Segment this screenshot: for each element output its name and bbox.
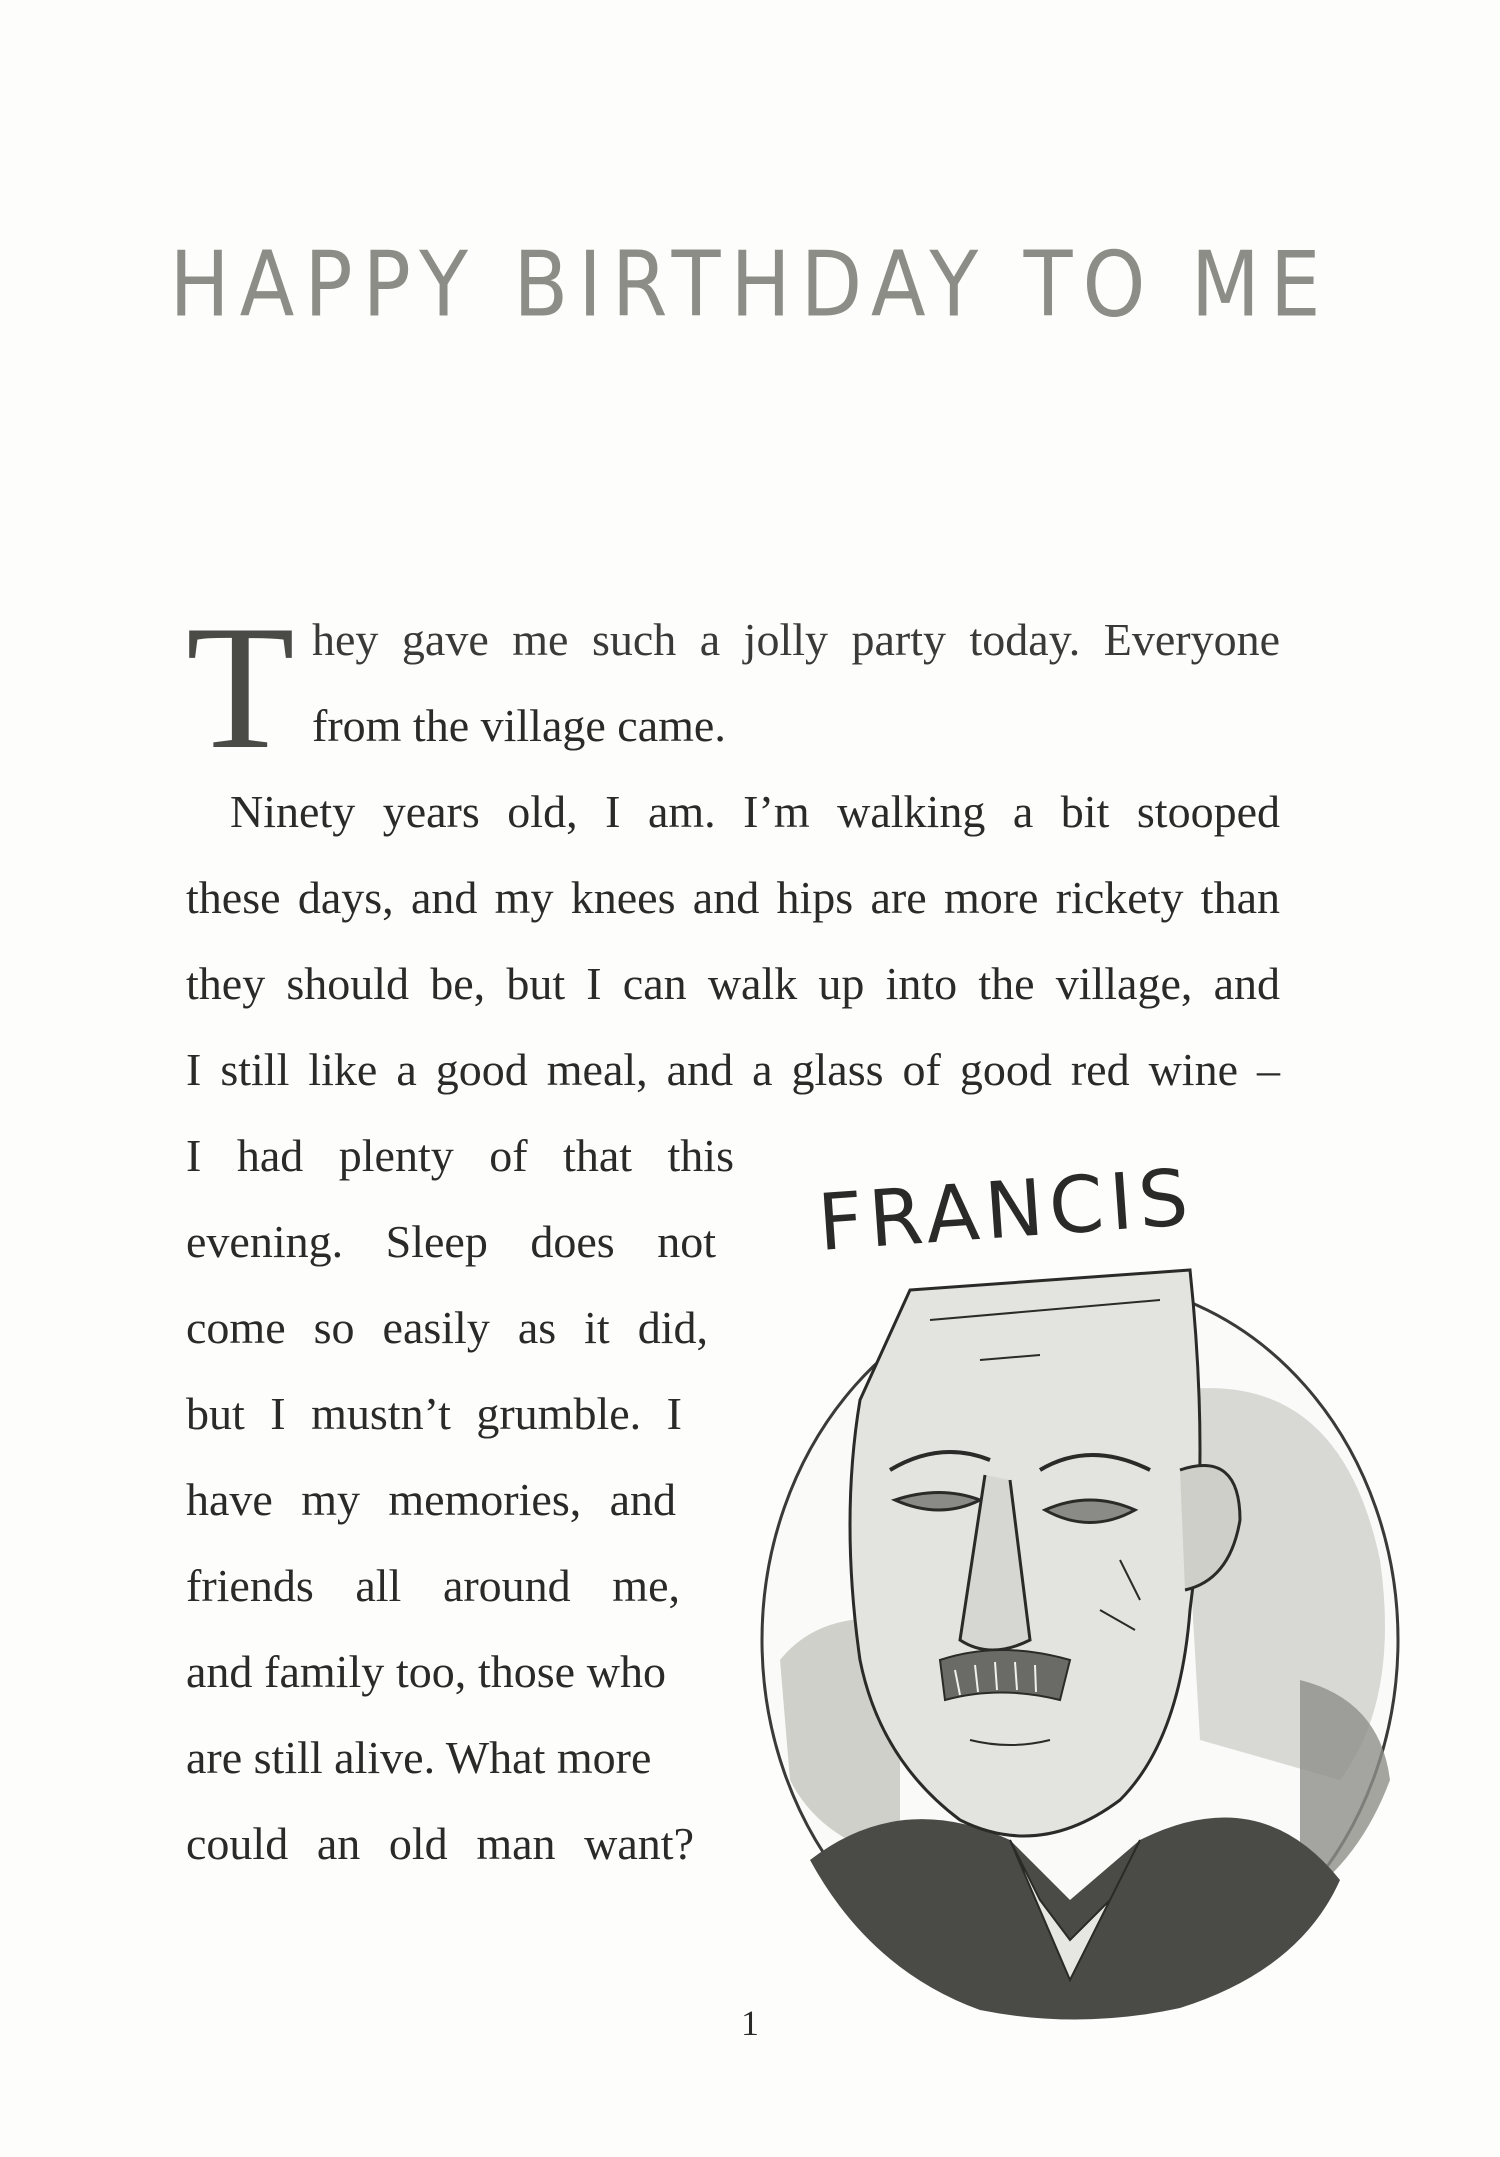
text-line: Ninety years old, I am. I’m walking a bit stooped — [230, 786, 1280, 837]
portrait-name-label: FRANCIS — [815, 1152, 1198, 1269]
portrait-illustration — [740, 1140, 1420, 2040]
text-line: hey gave me such a jolly party today. Everyone — [312, 614, 1280, 665]
text-line: they should be, but I can walk up into the village, and — [186, 958, 1280, 1009]
text-line: but I mustn’t grumble. I — [186, 1388, 682, 1439]
text-line: are still alive. What more — [186, 1732, 652, 1783]
text-line: I had plenty of that this — [186, 1130, 734, 1181]
text-line: could an old man want? — [186, 1818, 694, 1869]
text-line: evening. Sleep does not — [186, 1216, 716, 1267]
face — [850, 1270, 1200, 1836]
text-line: from the village came. — [312, 700, 726, 751]
text-line: friends all around me, — [186, 1560, 680, 1611]
text-line: have my memories, and — [186, 1474, 676, 1525]
chapter-title: HAPPY BIRTHDAY TO ME — [169, 232, 1331, 337]
text-line: these days, and my knees and hips are more rickety than — [186, 872, 1280, 923]
text-line: I still like a good meal, and a glass of good red wine – — [186, 1044, 1280, 1095]
text-line: come so easily as it did, — [186, 1302, 708, 1353]
page-number: 1 — [741, 2003, 759, 2043]
drop-cap: T — [186, 588, 295, 786]
text-line: and family too, those who — [186, 1646, 666, 1697]
